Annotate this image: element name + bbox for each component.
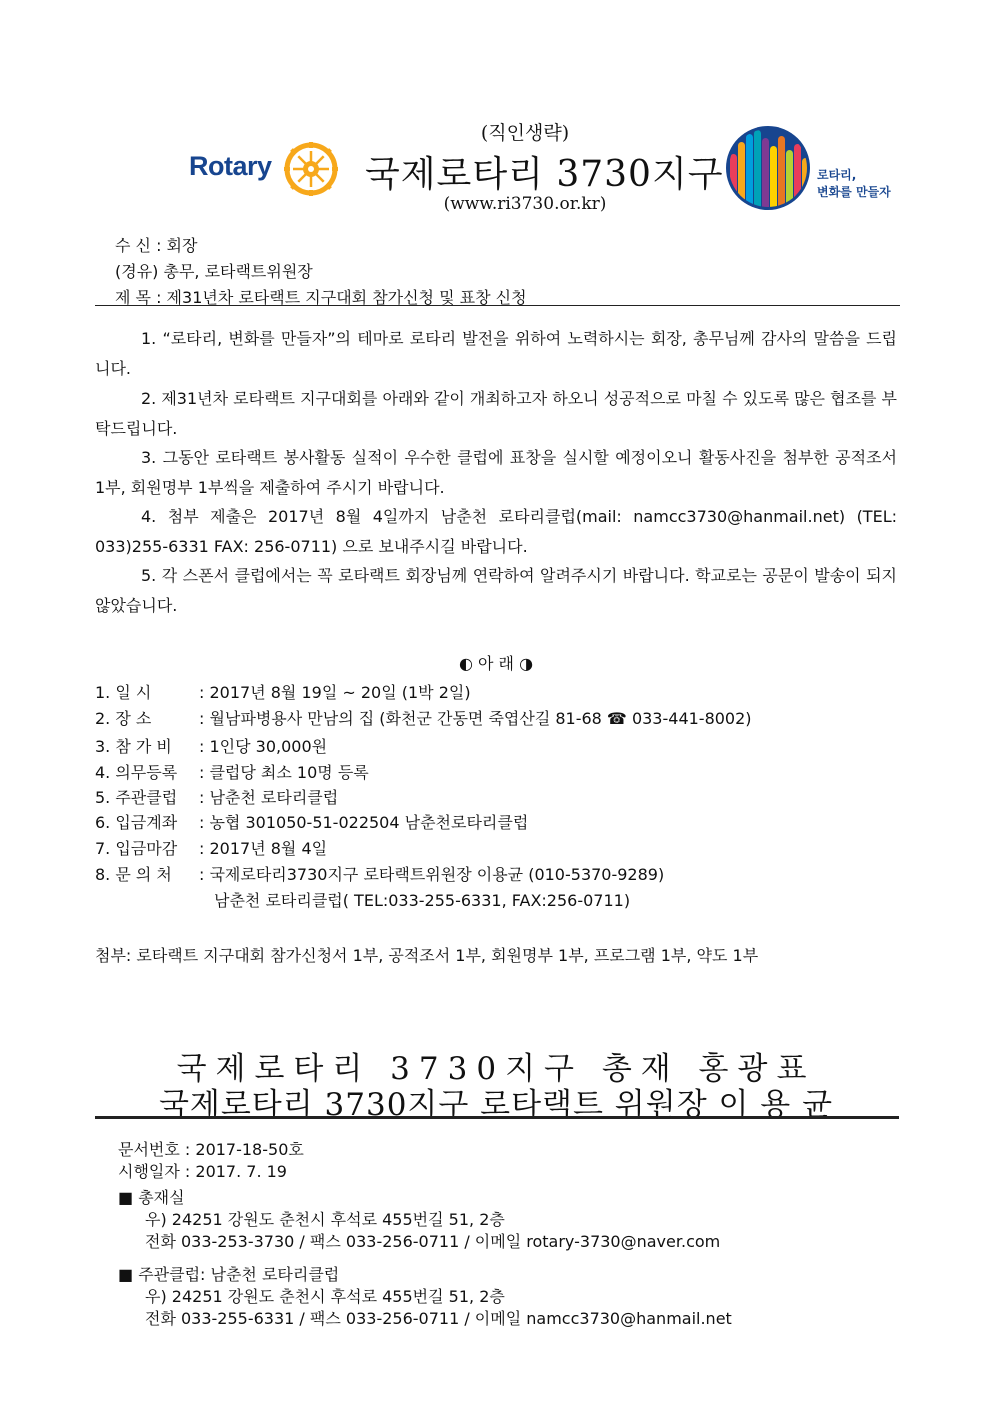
- item-label: 8. 문 의 처: [95, 865, 172, 884]
- issue-date: 시행일자 : 2017. 7. 19: [118, 1162, 287, 1181]
- item-label: 4. 의무등록: [95, 763, 178, 782]
- sender-committee-chair: 국제로타리 3730지구 로타랙트 위원장 이 용 균: [158, 1087, 834, 1123]
- via-line: (경유) 총무, 로타랙트위원장: [115, 262, 313, 281]
- notice-heading: ◐ 아 래 ◑: [458, 654, 534, 673]
- notice-item-contact: [95, 862, 664, 885]
- item-label: 6. 입금계좌: [95, 813, 178, 832]
- notice-item-host-club: [95, 785, 338, 808]
- theme-text-line-2: 변화를 만들자: [817, 185, 891, 199]
- theme-logo-bar: [746, 134, 753, 212]
- item-label: 1. 일 시: [95, 683, 152, 702]
- org-title: 국제로타리 3730지구: [365, 154, 724, 195]
- item-value: : 2017년 8월 4일: [199, 839, 328, 858]
- item-value: : 1인당 30,000원: [199, 737, 328, 756]
- item-label: 7. 입금마감: [95, 839, 178, 858]
- paragraph-1: 1. “로타리, 변화를 만들자”의 테마로 로타리 발전을 위하여 노력하시는 회장, 총무님께 감사의 말씀을 드립니다.: [95, 329, 897, 378]
- theme-logo-bar: [770, 146, 777, 212]
- subject-line: 제 목 : 제31년차 로타랙트 지구대회 참가신청 및 표창 신청: [115, 288, 527, 307]
- office-address: 우) 24251 강원도 춘천시 후석로 455번길 51, 2층: [145, 1210, 505, 1229]
- notice-item-deadline: [95, 836, 327, 859]
- website-url: (www.ri3730.or.kr): [443, 194, 607, 214]
- notice-contact-continued: 남춘천 로타리클럽( TEL:033-255-6331, FAX:256-0711): [214, 891, 631, 910]
- notice-item-registration: [95, 760, 369, 783]
- theme-logo-bar: [778, 136, 785, 212]
- host-club-title: ■ 주관클럽: 남춘천 로타리클럽: [118, 1265, 340, 1284]
- theme-logo-text: [817, 167, 891, 201]
- theme-logo-bar: [754, 130, 761, 212]
- theme-logo-bar: [794, 144, 801, 212]
- subject-divider: [95, 305, 900, 306]
- item-label: 2. 장 소: [95, 709, 152, 728]
- notice-item-place: [95, 706, 752, 729]
- notice-item-account: [95, 810, 528, 833]
- theme-logo-bar: [762, 138, 769, 212]
- notice-item-date: [95, 680, 471, 703]
- office-title: ■ 총재실: [118, 1188, 185, 1207]
- sender-divider: [95, 1116, 899, 1119]
- item-value: : 2017년 8월 19일 ~ 20일 (1박 2일): [199, 683, 471, 702]
- host-club-contact: 전화 033-255-6331 / 팩스 033-256-0711 / 이메일 namcc3730@hanmail.net: [145, 1309, 732, 1328]
- item-value: : 국제로타리3730지구 로타랙트위원장 이용균 (010-5370-9289): [199, 865, 665, 884]
- item-label: 5. 주관클럽: [95, 788, 178, 807]
- recipient-line: 수 신 : 회장: [115, 236, 198, 255]
- item-value: : 클럽당 최소 10명 등록: [199, 763, 369, 782]
- attachments-line: 첨부: 로타랙트 지구대회 참가신청서 1부, 공적조서 1부, 회원명부 1부, 프로그램 1부, 약도 1부: [95, 946, 759, 965]
- paragraph-2: 2. 제31년차 로타랙트 지구대회를 아래와 같이 개최하고자 하오니 성공적으로 마칠 수 있도록 많은 협조를 부탁드립니다.: [95, 389, 897, 438]
- paragraph-4: 4. 첨부 제출은 2017년 8월 4일까지 남춘천 로타리클럽(mail: namcc3730@hanmail.net) (TEL: 033)255-6331 FAX: 256-0711) 으로 보내주시길 바랍니다.: [95, 507, 897, 556]
- theme-logo-icon: [724, 124, 814, 212]
- host-club-address: 우) 24251 강원도 춘천시 후석로 455번길 51, 2층: [145, 1287, 505, 1306]
- sender-governor: 국제로타리 3730지구 총재 홍광표: [176, 1051, 816, 1087]
- doc-number: 문서번호 : 2017-18-50호: [118, 1140, 304, 1159]
- paragraph-5: 5. 각 스폰서 클럽에서는 꼭 로타랙트 회장님께 연락하여 알려주시기 바랍니다. 학교로는 공문이 발송이 되지 않았습니다.: [95, 566, 897, 615]
- item-value: : 월남파병용사 만남의 집 (화천군 간동면 죽엽산길 81-68 ☎ 033-441-8002): [199, 709, 752, 728]
- rotary-logo-wordmark: Rotary: [189, 151, 272, 181]
- item-value: : 농협 301050-51-022504 남춘천로타리클럽: [199, 813, 529, 832]
- theme-text-line-1: 로타리,: [817, 168, 857, 182]
- notice-item-fee: [95, 734, 327, 757]
- item-value: : 남춘천 로타리클럽: [199, 788, 339, 807]
- office-contact: 전화 033-253-3730 / 팩스 033-256-0711 / 이메일 rotary-3730@naver.com: [145, 1232, 721, 1251]
- rotary-wheel-icon: [283, 141, 339, 197]
- item-label: 3. 참 가 비: [95, 737, 172, 756]
- seal-omitted-note: (직인생략): [480, 122, 570, 144]
- paragraph-3: 3. 그동안 로타랙트 봉사활동 실적이 우수한 클럽에 표창을 실시할 예정이오니 활동사진을 첨부한 공적조서 1부, 회원명부 1부씩을 제출하여 주시기 바랍니다.: [95, 448, 897, 497]
